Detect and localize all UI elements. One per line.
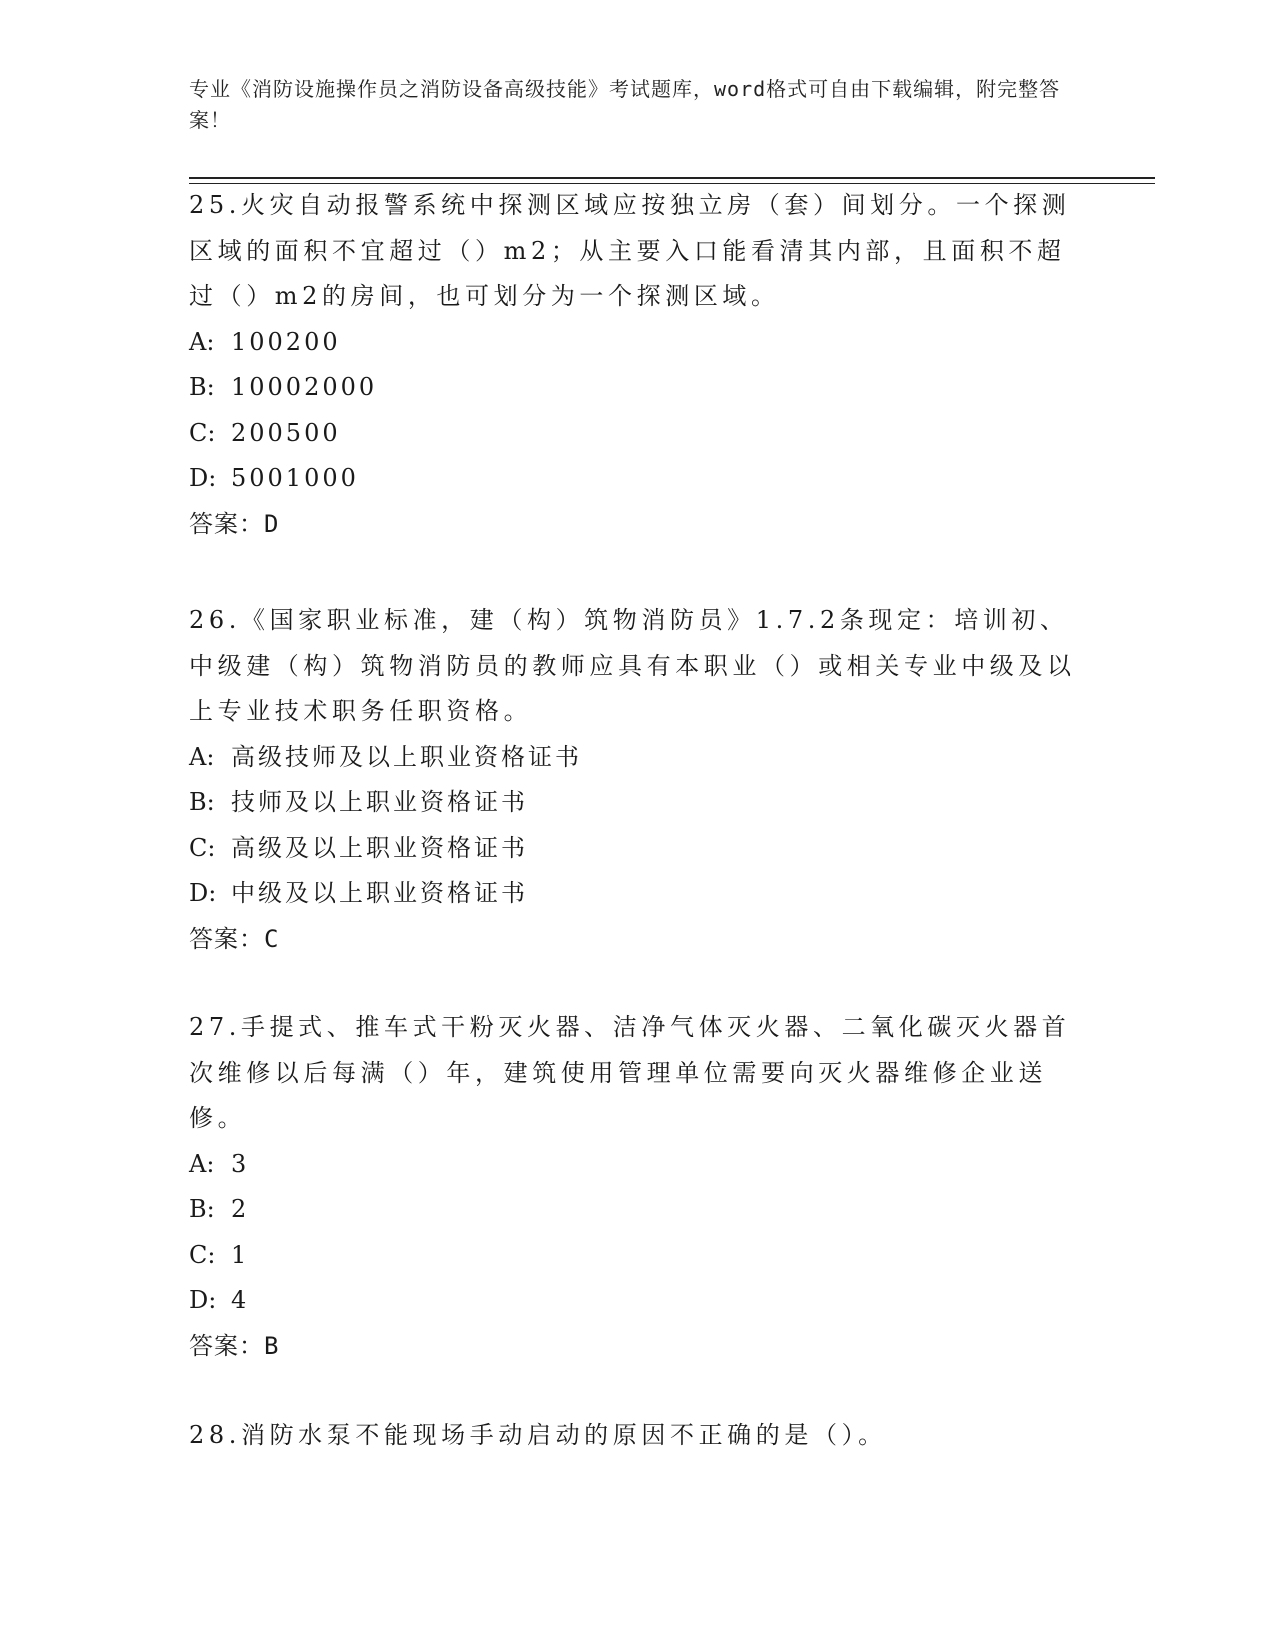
question-26 <box>189 598 1079 962</box>
document-header: 专业《消防设施操作员之消防设备高级技能》考试题库，word格式可自由下载编辑，附完整答案！ <box>189 77 1061 132</box>
option-letter: C: <box>189 1240 216 1269</box>
option-text: 200500 <box>231 418 341 447</box>
option-letter: B: <box>189 373 215 401</box>
option-text: 1 <box>231 1240 250 1269</box>
option-letter: C: <box>189 418 216 447</box>
option-d <box>189 871 1079 917</box>
option-b <box>189 365 1079 411</box>
question-stem: 25.火灾自动报警系统中探测区域应按独立房（套）间划分。一个探测区域的面积不宜超过（）m2；从主要入口能看清其内部，且面积不超过（）m2的房间，也可划分为一个探测区域。 <box>189 191 1071 310</box>
answer-label: 答案：D <box>189 509 280 538</box>
option-letter: D: <box>189 464 217 492</box>
header-divider <box>189 177 1155 179</box>
option-a <box>189 1142 1079 1188</box>
answer-label: 答案：C <box>189 924 280 953</box>
question-stem: 27.手提式、推车式干粉灭火器、洁净气体灭火器、二氧化碳灭火器首次维修以后每满（）年，建筑使用管理单位需要向灭火器维修企业送修。 <box>189 1013 1071 1132</box>
option-text: 中级及以上职业资格证书 <box>231 879 528 907</box>
question-28 <box>189 1413 1079 1459</box>
option-text: 技师及以上职业资格证书 <box>231 788 528 816</box>
option-letter: D: <box>189 879 217 907</box>
option-letter: A: <box>189 742 215 771</box>
option-text: 4 <box>231 1286 250 1314</box>
option-c <box>189 411 1079 457</box>
option-text: 高级及以上职业资格证书 <box>231 833 528 862</box>
question-25 <box>189 183 1079 547</box>
option-letter: A: <box>189 327 215 356</box>
option-c <box>189 1233 1079 1279</box>
option-letter: B: <box>189 788 215 816</box>
option-letter: A: <box>189 1149 215 1178</box>
option-letter: D: <box>189 1286 217 1314</box>
option-text: 高级技师及以上职业资格证书 <box>231 742 582 771</box>
question-stem: 28.消防水泵不能现场手动启动的原因不正确的是（）。 <box>189 1421 887 1449</box>
option-text: 3 <box>231 1149 250 1178</box>
option-b <box>189 780 1079 826</box>
option-text: 100200 <box>231 327 341 356</box>
option-text: 10002000 <box>231 373 378 401</box>
answer-label: 答案：B <box>189 1331 280 1360</box>
option-letter: C: <box>189 833 216 862</box>
option-c <box>189 826 1079 872</box>
option-a <box>189 320 1079 366</box>
question-27 <box>189 1005 1079 1369</box>
option-letter: B: <box>189 1195 215 1223</box>
option-d <box>189 456 1079 502</box>
option-text: 5001000 <box>231 464 359 492</box>
question-stem: 26.《国家职业标准，建（构）筑物消防员》1.7.2条现定：培训初、中级建（构）筑物消防员的教师应具有本职业（）或相关专业中级及以上专业技术职务任职资格。 <box>189 606 1076 725</box>
option-b <box>189 1187 1079 1233</box>
option-a <box>189 735 1079 781</box>
option-text: 2 <box>231 1195 250 1223</box>
option-d <box>189 1278 1079 1324</box>
